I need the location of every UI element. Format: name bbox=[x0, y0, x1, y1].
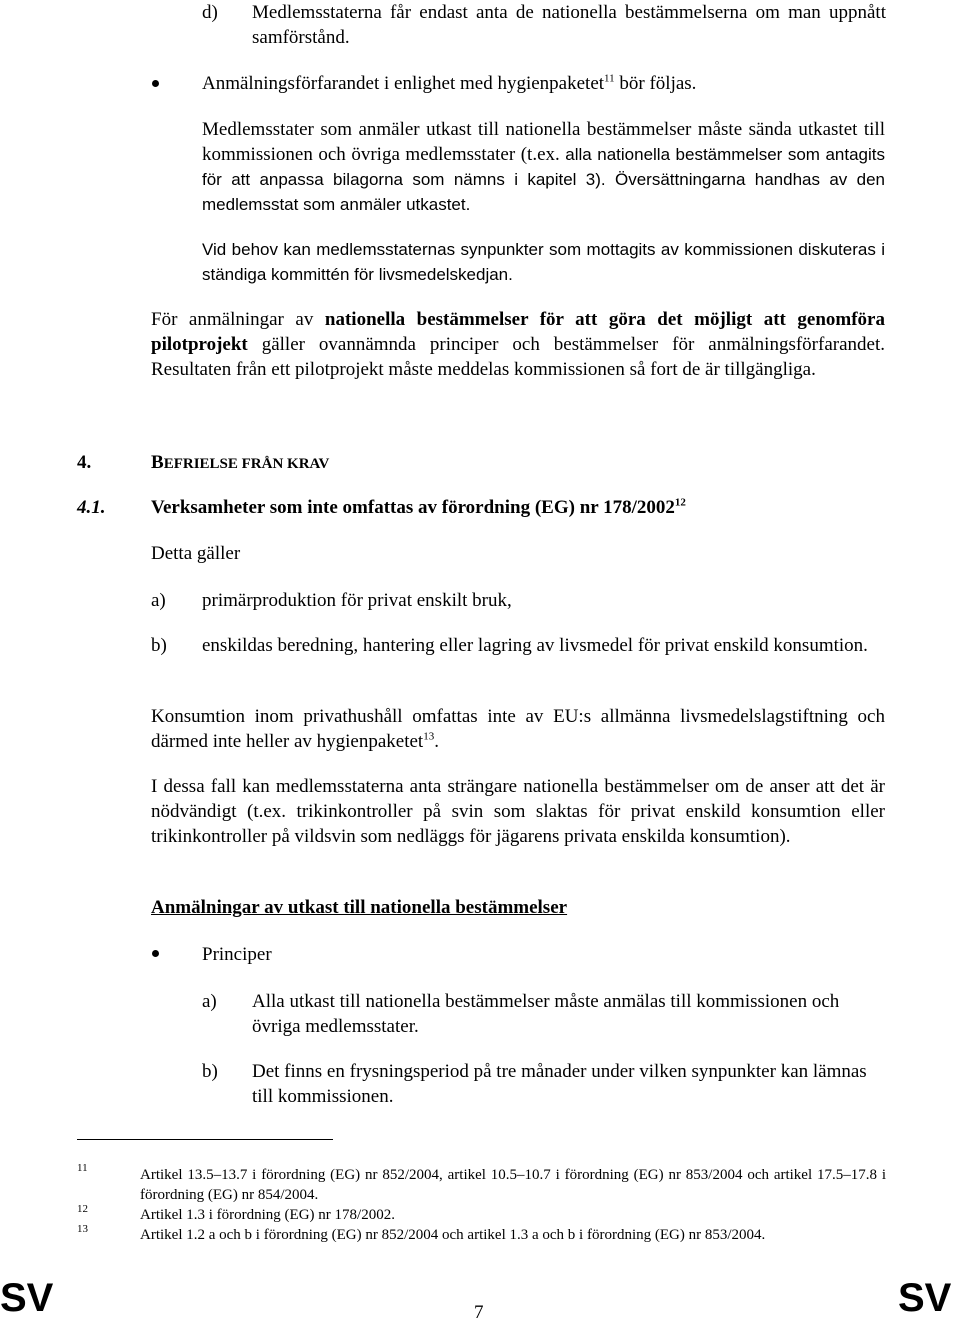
para-vid-behov: Vid behov kan medlemsstaternas synpunkter som mottagits av kommissionen diskuteras i ständiga kommittén för livsmedelskedjan. bbox=[202, 240, 885, 284]
bullet-icon bbox=[152, 950, 159, 957]
principer-b-text: Det finns en frysningsperiod på tre månader under vilken synpunkter kan lämnas till kommissionen. bbox=[252, 1061, 867, 1107]
para-konsumtion: Konsumtion inom privathushåll omfattas inte av EU:s allmänna livsmedelslagstiftning och därmed inte heller av hygienpaketet$^{13}$. bbox=[151, 706, 885, 752]
page-number: 7 bbox=[474, 1302, 484, 1323]
footnote-text: Artikel 1.2 a och b i förordning (EG) nr 852/2004 och artikel 1.3 a och b i förordning (EG) nr 853/2004. bbox=[140, 1227, 766, 1243]
heading-41-title: Verksamheter som inte omfattas av förordning (EG) nr 178/2002$^{12}$ bbox=[151, 496, 686, 518]
heading-41-number: 4.1. bbox=[77, 497, 106, 518]
para-i-dessa-fall: I dessa fall kan medlemsstaterna anta strängare nationella bestämmelser om de anser att det är nödvändigt (t.ex. trikinkontroller på svin som slaktas för privat enskild konsumtion eller trikinkontroller på vildsvin som nedläggs för jägarens privata enskilda konsumtion). bbox=[151, 776, 885, 847]
principer-a-text: Alla utkast till nationella bestämmelser måste anmälas till kommissionen och övriga medlemsstater. bbox=[252, 991, 840, 1037]
para-for-anmalningar: För anmälningar av nationella bestämmelser för att göra det möjligt att genomföra pilotprojekt gäller ovannämnda principer och bestämmelser för anmälningsförfarandet. Resultaten från ett pilotprojekt måste meddelas kommissionen så fort de är tillgängliga. bbox=[151, 309, 885, 380]
footer-language-left: SV bbox=[0, 1276, 54, 1320]
bullet-icon bbox=[152, 80, 159, 87]
item-d-text: Medlemsstaterna får endast anta de nationella bestämmelserna om man uppnått samförstånd. bbox=[252, 2, 886, 48]
bullet-hygienpaketet: Anmälningsförfarandet i enlighet med hygienpaketet$^{11}$ bör följas. bbox=[202, 72, 697, 94]
heading-anmalningar: Anmälningar av utkast till nationella bestämmelser bbox=[151, 897, 568, 918]
item-d-label: d) bbox=[202, 2, 218, 23]
bullet-principer: Principer bbox=[202, 944, 272, 965]
item-a-label: a) bbox=[151, 590, 166, 611]
detta-galler: Detta gäller bbox=[151, 543, 241, 564]
item-b-text: enskildas beredning, hantering eller lagring av livsmedel för privat enskild konsumtion. bbox=[202, 635, 868, 656]
footnote-number: 12 bbox=[77, 1203, 88, 1215]
footnote-text: Artikel 13.5–13.7 i förordning (EG) nr 852/2004, artikel 10.5–10.7 i förordning (EG) nr 853/2004 och artikel 17.5–17.8 i förordning (EG) nr 854/2004. bbox=[140, 1167, 886, 1203]
footnote-text: Artikel 1.3 i förordning (EG) nr 178/2002. bbox=[140, 1207, 395, 1223]
item-a-text: primärproduktion för privat enskilt bruk, bbox=[202, 590, 512, 611]
para-medlemsstater: Medlemsstater som anmäler utkast till nationella bestämmelser måste sända utkastet till kommissionen och övriga medlemsstater (t.ex. alla nationella bestämmelser som antagits för att anpassa bilagorna som nämns i kapitel 3). Översättningarna handhas av den medlemsstat som anmäler utkastet. bbox=[202, 119, 885, 214]
item-b-label: b) bbox=[151, 635, 167, 656]
footnote-number: 13 bbox=[77, 1223, 88, 1235]
heading-4-number: 4. bbox=[77, 452, 92, 473]
footnote-separator bbox=[77, 1139, 333, 1140]
heading-4-title: BEFRIELSE FRÅN KRAV bbox=[151, 452, 330, 473]
principer-b-label: b) bbox=[202, 1061, 218, 1082]
footer-language-right: SV bbox=[898, 1276, 952, 1320]
principer-a-label: a) bbox=[202, 991, 217, 1012]
footnote-number: 11 bbox=[77, 1162, 88, 1174]
